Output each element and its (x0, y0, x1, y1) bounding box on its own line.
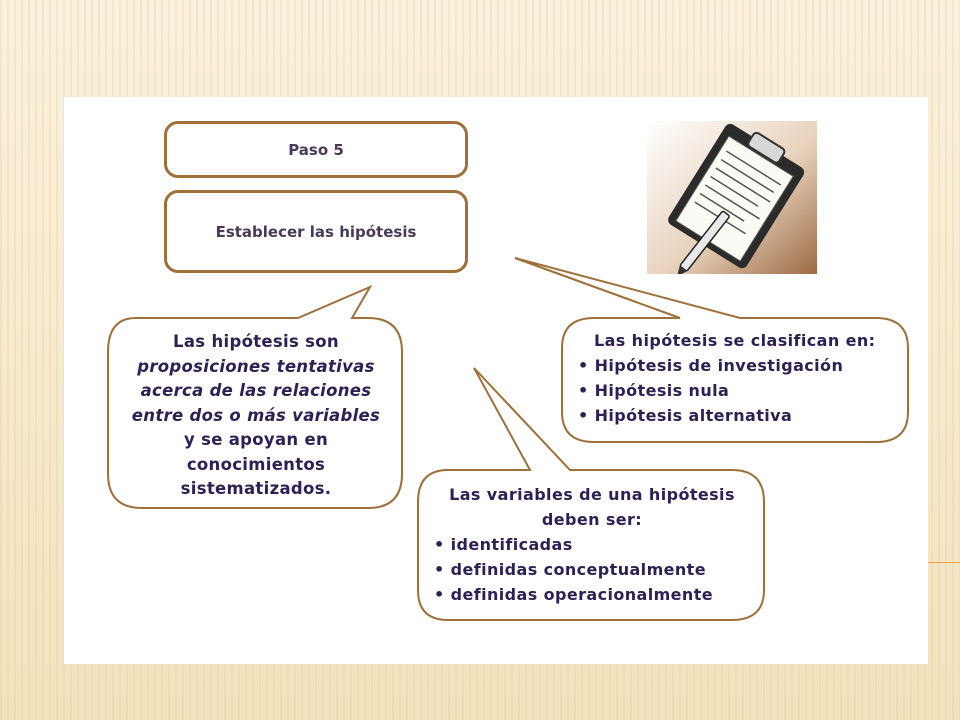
classification-item: • Hipótesis alternativa (578, 406, 793, 425)
clipboard-with-pen-icon (647, 121, 817, 274)
variables-item: • identificadas (434, 535, 573, 554)
variables-heading: deben ser: (541, 510, 643, 529)
bullet-icon: • (434, 560, 445, 579)
bullet-icon: • (434, 585, 445, 604)
variables-item: • definidas conceptualmente (434, 560, 706, 579)
definition-line: y se apoyan en (183, 430, 329, 449)
definition-line: sistematizados. (180, 479, 332, 498)
definition-line: proposiciones tentativas (137, 356, 375, 376)
definition-line: acerca de las relaciones (140, 381, 372, 400)
bullet-icon: • (578, 356, 589, 375)
classification-item: • Hipótesis nula (578, 381, 730, 400)
bullet-icon: • (578, 381, 589, 400)
definition-line: entre dos o más variables (131, 405, 381, 425)
variables-heading: Las variables de una hipótesis (449, 485, 735, 504)
step-description-box (164, 190, 468, 273)
step-description: Establecer las hipótesis (215, 222, 417, 241)
variables-item: • definidas operacionalmente (434, 585, 714, 604)
step-label: Paso 5 (288, 140, 344, 159)
bullet-icon: • (434, 535, 445, 554)
definition-line: Las hipótesis son (173, 332, 339, 351)
definition-line: conocimientos (186, 454, 326, 474)
classification-item: • Hipótesis de investigación (578, 356, 844, 375)
step-box (164, 121, 468, 178)
classification-heading: Las hipótesis se clasifican en: (594, 331, 876, 350)
classification-text (578, 328, 875, 428)
bullet-icon: • (578, 406, 589, 425)
variables-text (434, 482, 750, 607)
definition-text (118, 330, 394, 502)
